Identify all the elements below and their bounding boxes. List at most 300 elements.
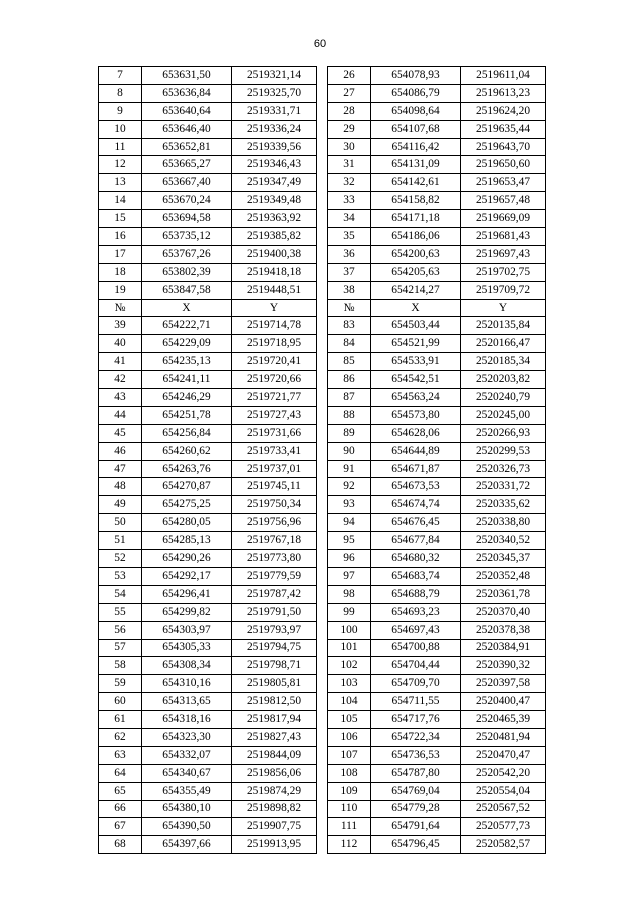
table-row [99, 281, 546, 299]
cell-num: 44 [99, 406, 142, 424]
cell-x: 654390,50 [142, 818, 232, 836]
cell-x: 654296,41 [142, 585, 232, 603]
cell-x: 654628,06 [371, 424, 461, 442]
cell-num: 59 [99, 675, 142, 693]
column-gap [317, 818, 328, 836]
cell-y: 2520384,91 [461, 639, 546, 657]
cell-num: 111 [328, 818, 371, 836]
cell-y: 2519336,24 [232, 120, 317, 138]
cell-y: 2520331,72 [461, 478, 546, 496]
cell-x: 654078,93 [371, 67, 461, 85]
table-row [99, 102, 546, 120]
cell-num: 18 [99, 263, 142, 281]
table-row [99, 228, 546, 246]
cell-x: 654380,10 [142, 800, 232, 818]
cell-num: 88 [328, 406, 371, 424]
table-row [99, 836, 546, 854]
cell-x: 654263,76 [142, 460, 232, 478]
cell-y: 2519347,49 [232, 174, 317, 192]
table-row [99, 585, 546, 603]
cell-num: 40 [99, 335, 142, 353]
cell-num: 27 [328, 84, 371, 102]
cell-y: 2520577,73 [461, 818, 546, 836]
cell-y: 2520166,47 [461, 335, 546, 353]
table-row [99, 192, 546, 210]
cell-y: 2519779,59 [232, 567, 317, 585]
cell-x: 654677,84 [371, 532, 461, 550]
cell-x: 654246,29 [142, 389, 232, 407]
cell-num: 57 [99, 639, 142, 657]
cell-x: 654158,82 [371, 192, 461, 210]
cell-x: 654229,09 [142, 335, 232, 353]
cell-num: 91 [328, 460, 371, 478]
cell-y: 2519794,75 [232, 639, 317, 657]
cell-num: 67 [99, 818, 142, 836]
column-gap [317, 675, 328, 693]
table-row [99, 442, 546, 460]
cell-x: 654285,13 [142, 532, 232, 550]
table-row [99, 335, 546, 353]
cell-y: 2519611,04 [461, 67, 546, 85]
cell-num: 16 [99, 228, 142, 246]
cell-y: 2520390,32 [461, 657, 546, 675]
cell-x: 654313,65 [142, 693, 232, 711]
cell-y: 2520240,79 [461, 389, 546, 407]
cell-y: 2520481,94 [461, 728, 546, 746]
cell-x: 654355,49 [142, 782, 232, 800]
column-gap [317, 711, 328, 729]
table-row [99, 728, 546, 746]
column-gap [317, 728, 328, 746]
cell-y: 2519385,82 [232, 228, 317, 246]
cell-y: 2519702,75 [461, 263, 546, 281]
table-row [99, 800, 546, 818]
table-row [99, 621, 546, 639]
cell-y: 2519400,38 [232, 245, 317, 263]
column-gap [317, 514, 328, 532]
cell-num: 13 [99, 174, 142, 192]
table-row [99, 245, 546, 263]
cell-y: 2519669,09 [461, 210, 546, 228]
table-row [99, 711, 546, 729]
cell-y: 2519773,80 [232, 550, 317, 568]
cell-x: 654260,62 [142, 442, 232, 460]
cell-num: 49 [99, 496, 142, 514]
column-gap [317, 84, 328, 102]
cell-y: 2519827,43 [232, 728, 317, 746]
table-row [99, 174, 546, 192]
cell-num: 58 [99, 657, 142, 675]
column-gap [317, 281, 328, 299]
column-gap [317, 585, 328, 603]
cell-num: 63 [99, 746, 142, 764]
cell-num: 34 [328, 210, 371, 228]
cell-x: 654340,67 [142, 764, 232, 782]
coordinates-table-body [99, 67, 546, 854]
cell-num: 35 [328, 228, 371, 246]
table-row [99, 764, 546, 782]
cell-y: 2520326,73 [461, 460, 546, 478]
cell-y: 2520370,40 [461, 603, 546, 621]
cell-num: 60 [99, 693, 142, 711]
cell-y: 2519653,47 [461, 174, 546, 192]
table-row [99, 371, 546, 389]
cell-x: 654116,42 [371, 138, 461, 156]
cell-x: 654256,84 [142, 424, 232, 442]
cell-y: 2520361,78 [461, 585, 546, 603]
cell-y: 2519624,20 [461, 102, 546, 120]
cell-x: 654542,51 [371, 371, 461, 389]
column-gap [317, 424, 328, 442]
cell-x: 654676,45 [371, 514, 461, 532]
cell-x: 654171,18 [371, 210, 461, 228]
cell-y: 2519898,82 [232, 800, 317, 818]
table-row [99, 550, 546, 568]
cell-y: 2519844,09 [232, 746, 317, 764]
cell-x: 654791,64 [371, 818, 461, 836]
cell-x: 654700,88 [371, 639, 461, 657]
column-gap [317, 657, 328, 675]
cell-x: 654280,05 [142, 514, 232, 532]
cell-y: 2519767,18 [232, 532, 317, 550]
table-row [99, 406, 546, 424]
cell-x: 654251,78 [142, 406, 232, 424]
table-row [99, 746, 546, 764]
cell-x: 654205,63 [371, 263, 461, 281]
column-gap [317, 174, 328, 192]
cell-num: 45 [99, 424, 142, 442]
cell-x: 653652,81 [142, 138, 232, 156]
cell-y: 2520135,84 [461, 317, 546, 335]
table-row [99, 389, 546, 407]
cell-x: 653767,26 [142, 245, 232, 263]
cell-x: 653640,64 [142, 102, 232, 120]
column-gap [317, 353, 328, 371]
cell-num: 65 [99, 782, 142, 800]
cell-x: 654709,70 [371, 675, 461, 693]
column-gap [317, 603, 328, 621]
cell-y: 2519643,70 [461, 138, 546, 156]
table-header-row [99, 299, 546, 317]
cell-x: 654680,32 [371, 550, 461, 568]
cell-x: 653667,40 [142, 174, 232, 192]
cell-num: 55 [99, 603, 142, 621]
cell-num: 28 [328, 102, 371, 120]
cell-y: 2519718,95 [232, 335, 317, 353]
cell-y: 2519812,50 [232, 693, 317, 711]
cell-x: 653735,12 [142, 228, 232, 246]
cell-x: 654107,68 [371, 120, 461, 138]
table-row [99, 210, 546, 228]
cell-y: 2520378,38 [461, 621, 546, 639]
cell-num: 17 [99, 245, 142, 263]
table-row [99, 67, 546, 85]
cell-num: 92 [328, 478, 371, 496]
column-gap [317, 406, 328, 424]
cell-y: 2519418,18 [232, 263, 317, 281]
cell-num: 105 [328, 711, 371, 729]
cell-num: 32 [328, 174, 371, 192]
table-row [99, 138, 546, 156]
cell-x: 654397,66 [142, 836, 232, 854]
cell-num: 9 [99, 102, 142, 120]
cell-y: 2520400,47 [461, 693, 546, 711]
cell-y: 2520203,82 [461, 371, 546, 389]
cell-num: 95 [328, 532, 371, 550]
cell-num: 7 [99, 67, 142, 85]
cell-x: 654235,13 [142, 353, 232, 371]
cell-x: 654704,44 [371, 657, 461, 675]
cell-x: 653694,58 [142, 210, 232, 228]
column-gap [317, 746, 328, 764]
cell-x: 654787,80 [371, 764, 461, 782]
cell-x: 654292,17 [142, 567, 232, 585]
cell-x: 653670,24 [142, 192, 232, 210]
cell-x: 654305,33 [142, 639, 232, 657]
cell-x: 654671,87 [371, 460, 461, 478]
column-gap [317, 764, 328, 782]
table-row [99, 263, 546, 281]
cell-x: 654736,53 [371, 746, 461, 764]
cell-x: 654270,87 [142, 478, 232, 496]
cell-y: 2520345,37 [461, 550, 546, 568]
column-gap [317, 782, 328, 800]
cell-y: 2519321,14 [232, 67, 317, 85]
cell-num: 26 [328, 67, 371, 85]
cell-x: 654674,74 [371, 496, 461, 514]
cell-x: 654200,63 [371, 245, 461, 263]
table-row [99, 782, 546, 800]
column-gap [317, 621, 328, 639]
cell-y: 2519737,01 [232, 460, 317, 478]
cell-num: 90 [328, 442, 371, 460]
cell-x: 654717,76 [371, 711, 461, 729]
cell-y: 2519709,72 [461, 281, 546, 299]
cell-x: 654779,28 [371, 800, 461, 818]
cell-num: 96 [328, 550, 371, 568]
cell-num: 84 [328, 335, 371, 353]
cell-x: 654521,99 [371, 335, 461, 353]
cell-y: 2520335,62 [461, 496, 546, 514]
cell-num: 66 [99, 800, 142, 818]
table-row [99, 532, 546, 550]
cell-x: 654131,09 [371, 156, 461, 174]
column-gap [317, 478, 328, 496]
cell-num: 93 [328, 496, 371, 514]
cell-y: 2519791,50 [232, 603, 317, 621]
cell-x: 654308,34 [142, 657, 232, 675]
cell-x: 654290,26 [142, 550, 232, 568]
cell-y: 2520340,52 [461, 532, 546, 550]
table-row [99, 156, 546, 174]
cell-y: 2519346,43 [232, 156, 317, 174]
cell-num: 31 [328, 156, 371, 174]
cell-x: 654303,97 [142, 621, 232, 639]
cell-num: 62 [99, 728, 142, 746]
cell-num: 99 [328, 603, 371, 621]
column-gap [317, 120, 328, 138]
cell-y: 2519363,92 [232, 210, 317, 228]
table-row [99, 567, 546, 585]
table-row [99, 818, 546, 836]
cell-y: 2520582,57 [461, 836, 546, 854]
cell-num: 50 [99, 514, 142, 532]
cell-num: 52 [99, 550, 142, 568]
table-row [99, 317, 546, 335]
cell-y: 2519733,41 [232, 442, 317, 460]
cell-num: 102 [328, 657, 371, 675]
cell-y: 2519787,42 [232, 585, 317, 603]
cell-num: 107 [328, 746, 371, 764]
column-gap [317, 371, 328, 389]
cell-num: 68 [99, 836, 142, 854]
cell-x: 654796,45 [371, 836, 461, 854]
cell-num: 54 [99, 585, 142, 603]
cell-num: 106 [328, 728, 371, 746]
cell-num: 15 [99, 210, 142, 228]
header-x: X [142, 299, 232, 317]
cell-y: 2520542,20 [461, 764, 546, 782]
cell-num: 112 [328, 836, 371, 854]
column-gap [317, 335, 328, 353]
table-row [99, 639, 546, 657]
table-row [99, 478, 546, 496]
cell-y: 2520397,58 [461, 675, 546, 693]
cell-y: 2519714,78 [232, 317, 317, 335]
cell-y: 2520567,52 [461, 800, 546, 818]
cell-y: 2519325,70 [232, 84, 317, 102]
column-gap [317, 210, 328, 228]
cell-num: 100 [328, 621, 371, 639]
table-row [99, 514, 546, 532]
cell-y: 2519731,66 [232, 424, 317, 442]
cell-y: 2519650,60 [461, 156, 546, 174]
column-gap [317, 836, 328, 854]
table-row [99, 353, 546, 371]
cell-y: 2519331,71 [232, 102, 317, 120]
cell-num: 11 [99, 138, 142, 156]
cell-y: 2519817,94 [232, 711, 317, 729]
column-gap [317, 460, 328, 478]
column-gap [317, 102, 328, 120]
cell-y: 2519720,66 [232, 371, 317, 389]
header-y: Y [232, 299, 317, 317]
cell-y: 2519697,43 [461, 245, 546, 263]
cell-x: 654222,71 [142, 317, 232, 335]
cell-y: 2520352,48 [461, 567, 546, 585]
cell-num: 94 [328, 514, 371, 532]
cell-num: 36 [328, 245, 371, 263]
cell-y: 2519907,75 [232, 818, 317, 836]
cell-x: 654214,27 [371, 281, 461, 299]
cell-y: 2520465,39 [461, 711, 546, 729]
cell-y: 2519721,77 [232, 389, 317, 407]
column-gap [317, 317, 328, 335]
column-gap [317, 228, 328, 246]
cell-y: 2520185,34 [461, 353, 546, 371]
cell-num: 61 [99, 711, 142, 729]
table-row [99, 657, 546, 675]
cell-y: 2519798,71 [232, 657, 317, 675]
cell-y: 2520266,93 [461, 424, 546, 442]
column-gap [317, 67, 328, 85]
cell-num: 109 [328, 782, 371, 800]
cell-num: 103 [328, 675, 371, 693]
cell-num: 46 [99, 442, 142, 460]
cell-y: 2519635,44 [461, 120, 546, 138]
cell-y: 2520338,80 [461, 514, 546, 532]
column-gap [317, 156, 328, 174]
coordinates-table [98, 66, 546, 854]
cell-x: 654644,89 [371, 442, 461, 460]
cell-x: 654086,79 [371, 84, 461, 102]
cell-num: 43 [99, 389, 142, 407]
cell-x: 654503,44 [371, 317, 461, 335]
cell-num: 12 [99, 156, 142, 174]
cell-num: 64 [99, 764, 142, 782]
column-gap [317, 693, 328, 711]
table-row [99, 120, 546, 138]
column-gap [317, 496, 328, 514]
cell-num: 39 [99, 317, 142, 335]
page-number: 60 [313, 38, 327, 50]
cell-x: 654693,23 [371, 603, 461, 621]
table-row [99, 675, 546, 693]
cell-num: 104 [328, 693, 371, 711]
cell-y: 2520470,47 [461, 746, 546, 764]
cell-x: 653631,50 [142, 67, 232, 85]
cell-x: 654722,34 [371, 728, 461, 746]
cell-num: 48 [99, 478, 142, 496]
column-gap [317, 550, 328, 568]
table-row [99, 496, 546, 514]
cell-x: 654683,74 [371, 567, 461, 585]
cell-y: 2519750,34 [232, 496, 317, 514]
cell-x: 653802,39 [142, 263, 232, 281]
column-gap [317, 389, 328, 407]
cell-num: 87 [328, 389, 371, 407]
cell-x: 654241,11 [142, 371, 232, 389]
cell-y: 2520554,04 [461, 782, 546, 800]
column-gap [317, 138, 328, 156]
table-row [99, 424, 546, 442]
cell-num: 101 [328, 639, 371, 657]
column-gap [317, 263, 328, 281]
cell-x: 653847,58 [142, 281, 232, 299]
header-num: № [328, 299, 371, 317]
cell-x: 654697,43 [371, 621, 461, 639]
cell-x: 654142,61 [371, 174, 461, 192]
cell-num: 37 [328, 263, 371, 281]
cell-x: 654299,82 [142, 603, 232, 621]
cell-num: 98 [328, 585, 371, 603]
cell-num: 41 [99, 353, 142, 371]
cell-x: 654186,06 [371, 228, 461, 246]
table-row [99, 84, 546, 102]
cell-x: 654769,04 [371, 782, 461, 800]
header-x: X [371, 299, 461, 317]
cell-num: 108 [328, 764, 371, 782]
cell-x: 654275,25 [142, 496, 232, 514]
column-gap [317, 567, 328, 585]
table-row [99, 460, 546, 478]
column-gap [317, 532, 328, 550]
cell-y: 2519349,48 [232, 192, 317, 210]
cell-y: 2519793,97 [232, 621, 317, 639]
cell-x: 654310,16 [142, 675, 232, 693]
cell-x: 654323,30 [142, 728, 232, 746]
cell-num: 110 [328, 800, 371, 818]
